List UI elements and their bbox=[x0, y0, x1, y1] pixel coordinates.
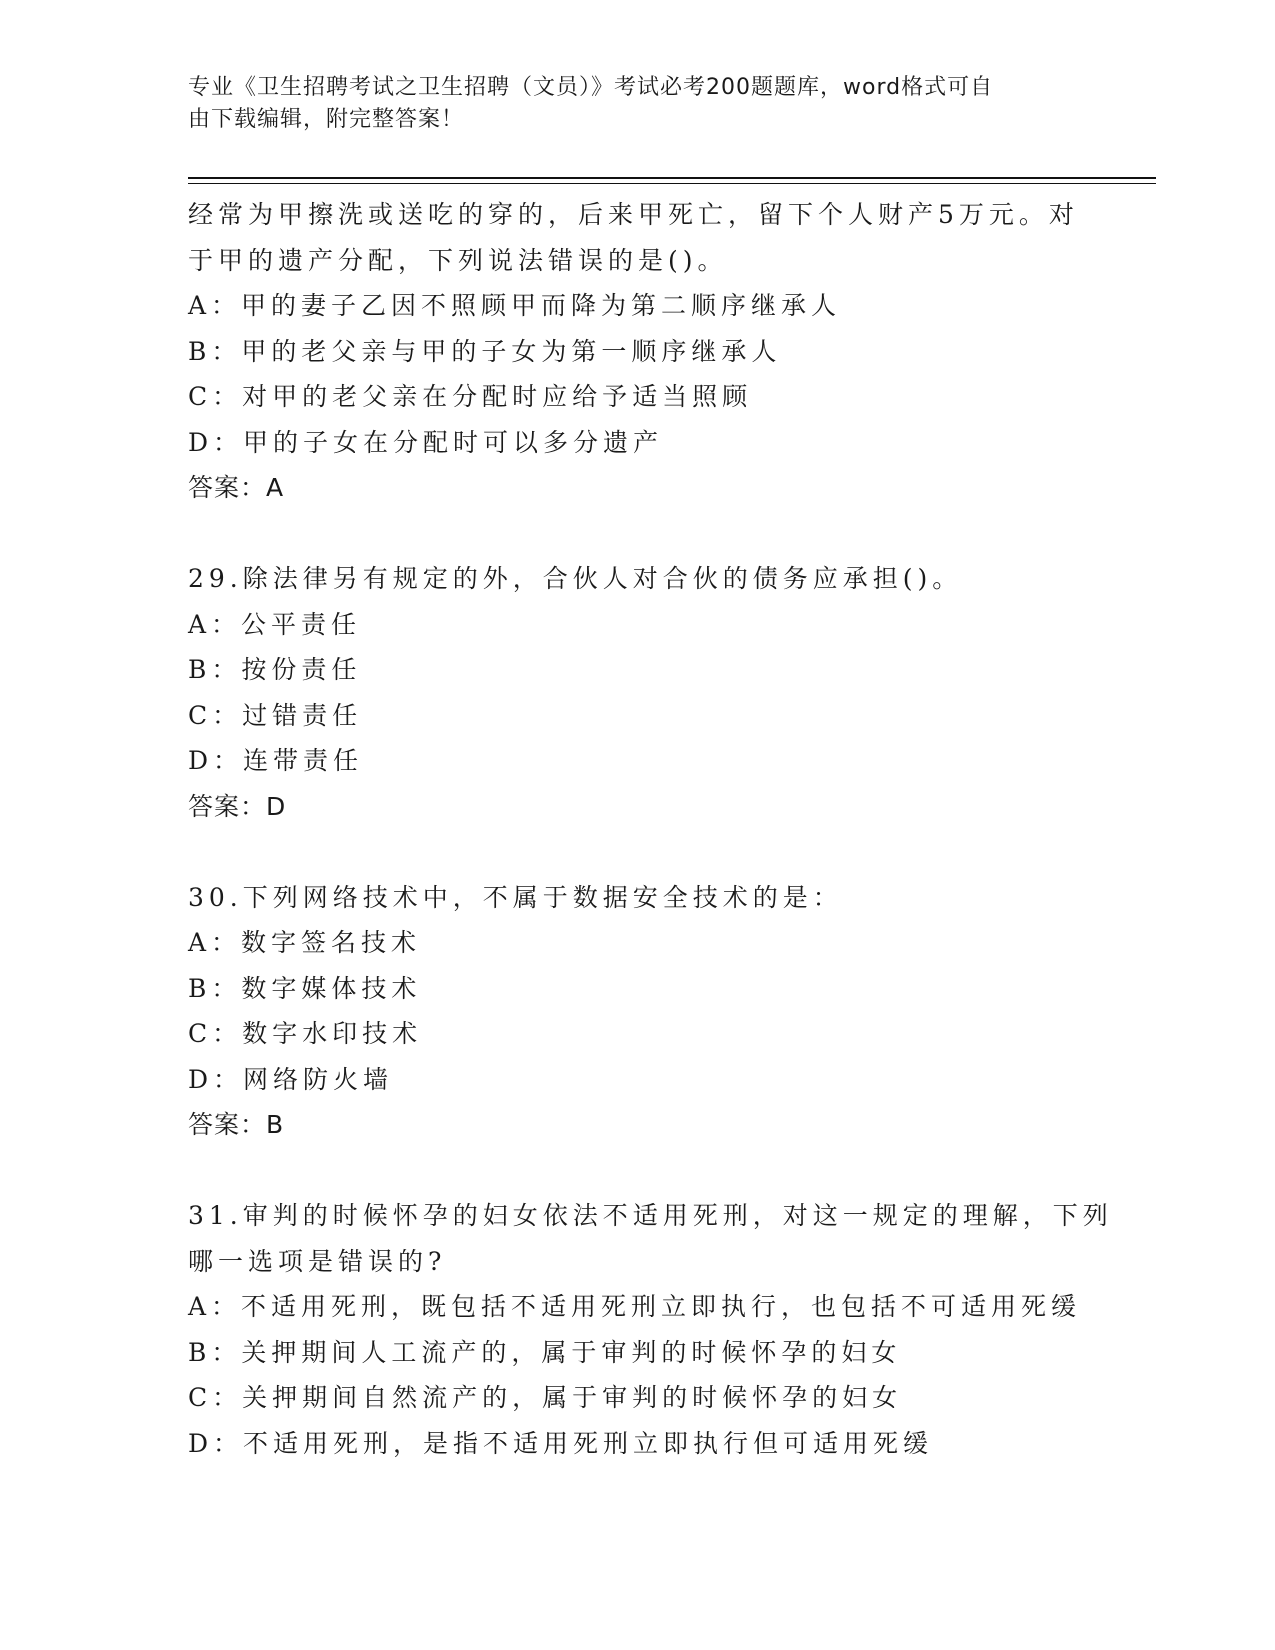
answer-line: 答案：D bbox=[188, 791, 287, 821]
spacer bbox=[188, 1148, 1108, 1194]
option-d: D：甲的子女在分配时可以多分遗产 bbox=[188, 427, 664, 457]
option-c: C：关押期间自然流产的，属于审判的时候怀孕的妇女 bbox=[188, 1383, 903, 1412]
answer-line: 答案：B bbox=[188, 1110, 285, 1139]
option-d: D：不适用死刑，是指不适用死刑立即执行但可适用死缓 bbox=[188, 1428, 934, 1458]
option-d: D：网络防火墙 bbox=[188, 1064, 394, 1094]
option-c: C：对甲的老父亲在分配时应给予适当照顾 bbox=[188, 382, 753, 411]
option-a: A：公平责任 bbox=[188, 609, 362, 639]
question-content bbox=[188, 192, 1113, 1466]
question-text-line: 哪一选项是错误的? bbox=[188, 1246, 447, 1276]
spacer bbox=[188, 511, 1108, 557]
document-header bbox=[188, 72, 1068, 136]
header-line-2: 由下载编辑，附完整答案！ bbox=[188, 107, 465, 132]
header-divider-thin bbox=[188, 183, 1156, 184]
question-31 bbox=[188, 1193, 1113, 1466]
option-a: A：不适用死刑，既包括不适用死刑立即执行，也包括不可适用死缓 bbox=[188, 1292, 1082, 1321]
option-c: C：数字水印技术 bbox=[188, 1019, 423, 1048]
answer-line: 答案：A bbox=[188, 473, 285, 502]
question-text-line: 31.审判的时候怀孕的妇女依法不适用死刑，对这一规定的理解，下列 bbox=[188, 1201, 1113, 1230]
question-30 bbox=[188, 875, 1108, 1148]
option-a: A：数字签名技术 bbox=[188, 928, 422, 957]
header-divider-thick bbox=[188, 177, 1156, 179]
header-line-1: 专业《卫生招聘考试之卫生招聘（文员）》考试必考200题题库，word格式可自 bbox=[188, 75, 994, 100]
option-b: B：甲的老父亲与甲的子女为第一顺序继承人 bbox=[188, 336, 782, 366]
question-continuation bbox=[188, 192, 1108, 511]
question-text-line: 29.除法律另有规定的外，合伙人对合伙的债务应承担()。 bbox=[188, 564, 963, 593]
option-b: B：按份责任 bbox=[188, 655, 362, 684]
question-text-line: 经常为甲擦洗或送吃的穿的，后来甲死亡，留下个人财产5万元。对 bbox=[188, 200, 1079, 229]
option-d: D：连带责任 bbox=[188, 746, 364, 775]
question-text-line: 30.下列网络技术中，不属于数据安全技术的是： bbox=[188, 882, 843, 912]
option-b: B：关押期间人工流产的，属于审判的时候怀孕的妇女 bbox=[188, 1337, 902, 1367]
option-c: C：过错责任 bbox=[188, 700, 363, 730]
question-text-line: 于甲的遗产分配，下列说法错误的是()。 bbox=[188, 245, 728, 275]
option-b: B：数字媒体技术 bbox=[188, 973, 422, 1003]
spacer bbox=[188, 829, 1108, 875]
question-29 bbox=[188, 556, 1108, 829]
option-a: A：甲的妻子乙因不照顾甲而降为第二顺序继承人 bbox=[188, 291, 842, 320]
